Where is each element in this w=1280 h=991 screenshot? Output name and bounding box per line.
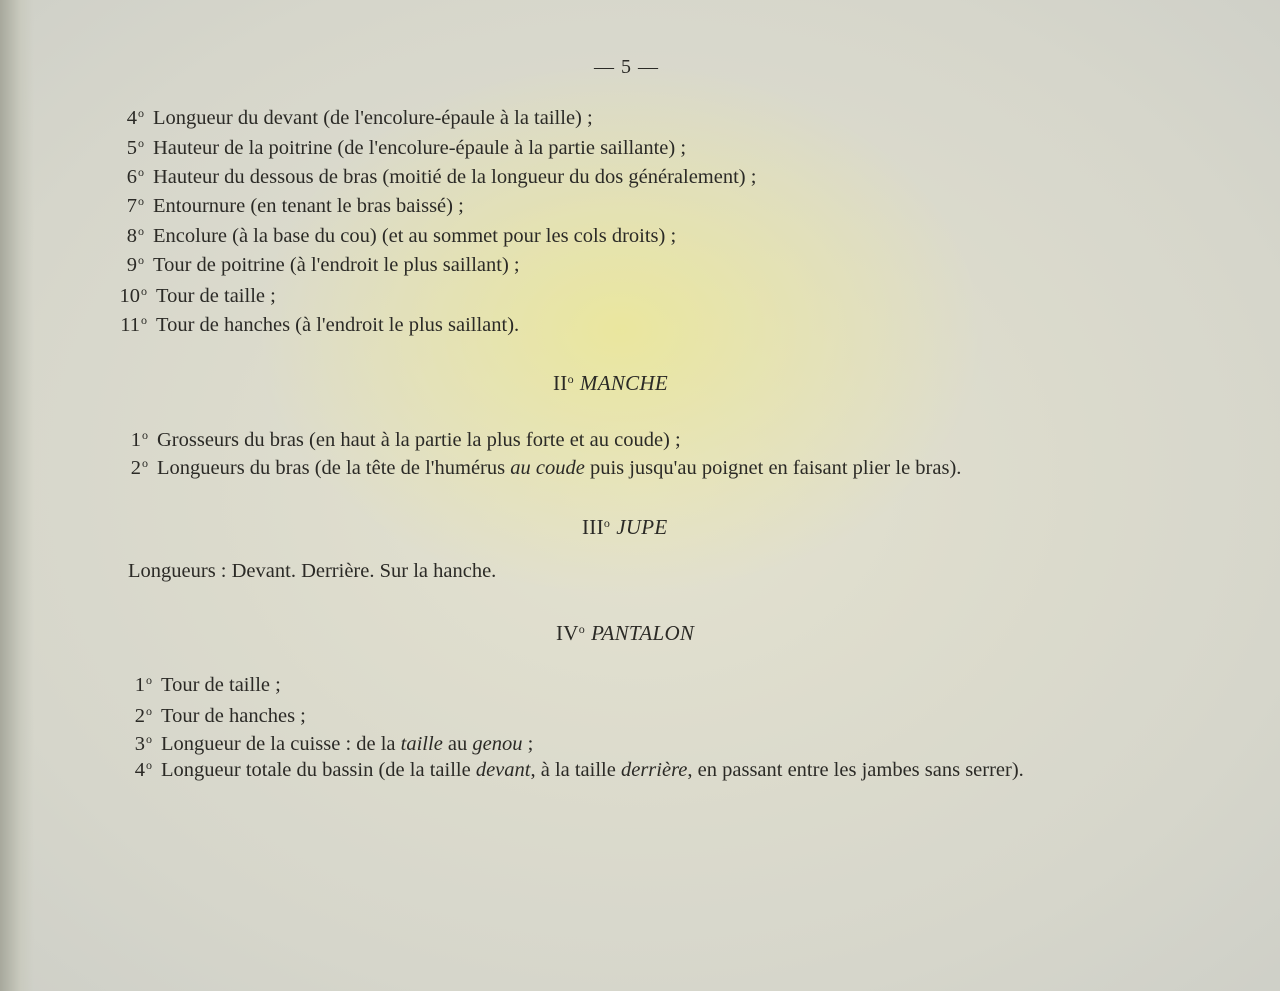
item-number: 4$^o$ (134, 758, 152, 781)
item-text: Tour de taille ; (156, 285, 276, 307)
list-item (128, 727, 533, 756)
item-text: Entournure (en tenant le bras baissé) ; (153, 195, 464, 217)
list-item (124, 451, 961, 480)
list-item (120, 189, 464, 218)
item-text: Longueurs du bras (de la tête de l'humérus au coude puis jusqu'au poignet en faisant plier le bras). (157, 457, 962, 479)
item-number: 6$^o$ (126, 165, 144, 188)
list-item (120, 219, 676, 248)
item-text: Longueur totale du bassin (de la taille devant, à la taille derrière, en passant entre les jambes sans serrer). (161, 759, 1024, 781)
list-item (124, 423, 681, 452)
item-text: Tour de hanches ; (161, 705, 306, 727)
list-item (128, 668, 281, 697)
list-item (120, 101, 593, 130)
list-item (128, 699, 306, 728)
page-gutter-shadow (0, 0, 34, 991)
item-number: 11$^o$ (120, 313, 147, 336)
list-item (120, 248, 520, 277)
section-heading-jupe: III$^o$ JUPE (582, 515, 668, 539)
item-number: 10$^o$ (119, 284, 147, 307)
item-text: Hauteur du dessous de bras (moitié de la longueur du dos généralement) ; (153, 166, 757, 188)
item-number: 8$^o$ (126, 224, 144, 247)
jupe-text: Longueurs : Devant. Derrière. Sur la hanche. (128, 560, 497, 582)
list-item (120, 160, 756, 189)
section-heading-pantalon: $IV^o$ PANTALON (556, 621, 695, 645)
item-number: 7$^o$ (126, 194, 144, 217)
list-item (120, 131, 686, 160)
item-number: 1$^o$ (130, 428, 148, 451)
item-text: Grosseurs du bras (en haut à la partie la plus forte et au coude) ; (157, 429, 681, 451)
item-number: 3$^o$ (134, 732, 152, 755)
item-number: 4$^o$ (126, 106, 144, 129)
item-number: 2$^o$ (130, 456, 148, 479)
page-number: — 5 — (594, 56, 659, 78)
list-item (112, 279, 276, 308)
item-number: 2$^o$ (134, 704, 152, 727)
list-item (112, 308, 519, 337)
item-text: Tour de hanches (à l'endroit le plus saillant). (156, 314, 520, 336)
item-number: 1$^o$ (134, 673, 152, 696)
section-heading-manche: $II^o$ MANCHE (553, 371, 669, 395)
item-text: Tour de poitrine (à l'endroit le plus saillant) ; (153, 254, 520, 276)
item-number: 5$^o$ (126, 136, 144, 159)
list-item (128, 753, 1024, 782)
item-text: Hauteur de la poitrine (de l'encolure-épaule à la partie saillante) ; (153, 137, 687, 159)
item-text: Longueur du devant (de l'encolure-épaule à la taille) ; (153, 107, 593, 129)
item-number: 9$^o$ (126, 253, 144, 276)
item-text: Tour de taille ; (161, 674, 281, 696)
item-text: Longueur de la cuisse : de la taille au genou ; (161, 733, 534, 755)
item-text: Encolure (à la base du cou) (et au sommet pour les cols droits) ; (153, 225, 677, 247)
